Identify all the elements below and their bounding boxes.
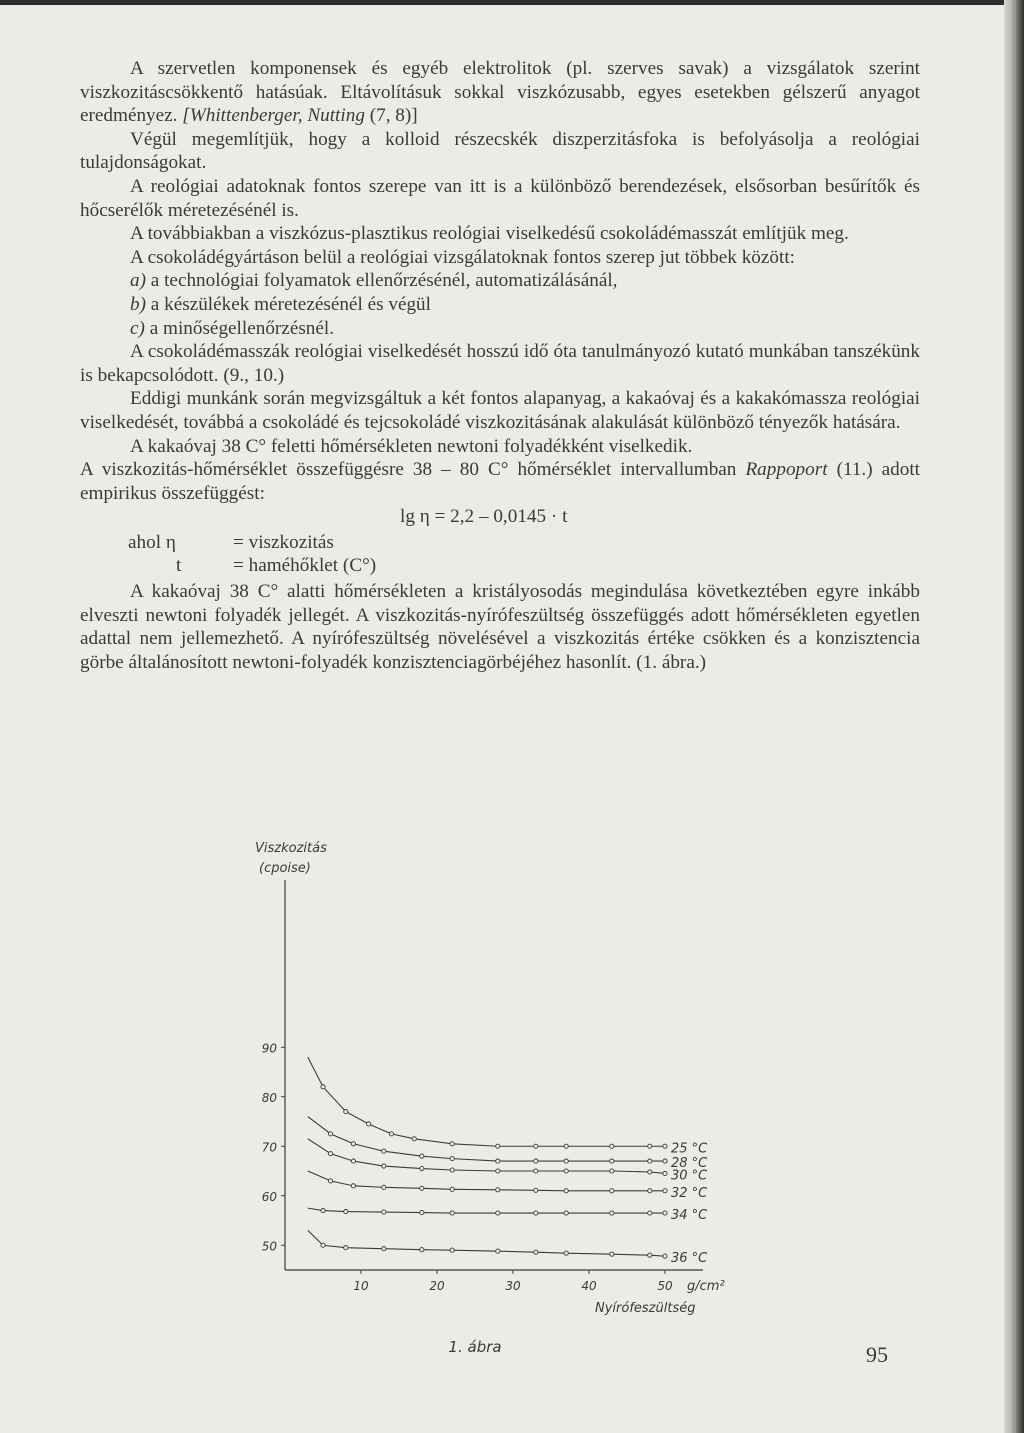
series-line (308, 1057, 665, 1146)
data-point (382, 1210, 386, 1214)
data-point (663, 1144, 667, 1148)
data-point (496, 1159, 500, 1163)
paragraph-text: A csokoládégyártáson belül a reológiai vizsgálatoknak fontos szerep jut többek között: (130, 246, 795, 268)
series-label: 30 °C (671, 1168, 708, 1184)
paragraph (80, 387, 920, 434)
list-item-text: a minőségellenőrzésnél. (149, 317, 335, 339)
series-label: 25 °C (671, 1141, 708, 1157)
data-point (450, 1248, 454, 1252)
y-tick-label: 50 (261, 1239, 277, 1254)
data-point (450, 1187, 454, 1191)
data-point (321, 1085, 325, 1089)
data-point (663, 1159, 667, 1163)
data-point (663, 1254, 667, 1258)
variable-definitions (80, 531, 920, 578)
y-tick-label: 60 (261, 1189, 277, 1204)
data-point (496, 1211, 500, 1215)
data-point (610, 1189, 614, 1193)
x-axis-unit: g/cm² (687, 1279, 725, 1294)
data-point (564, 1159, 568, 1163)
paragraph-text: A szervetlen komponensek és egyéb elektrolitok (pl. szerves savak) a vizsgálatok szerint viszkozitáscsökkentő hatásúak. Eltávolításuk sokkal viszkózusabb, egyes esetekben gélszerű anyagot eredményez. (80, 58, 920, 127)
list-item (80, 269, 920, 293)
paragraph-text: A reológiai adatoknak fontos szerepe van itt is a különböző berendezések, elsősorban besűrítők és hőcserélők méretezésénél is. (80, 175, 920, 221)
paragraph-text: A kakaóvaj 38 C° alatti hőmérsékleten a kristályosodás megindulása következtében egyre inkább elveszti newtoni folyadék jellegét. A viszkozitás-nyírófeszültség összefüggés adott hőmérsékleten egyetlen adattal nem jellemezhető. A nyírófeszültség növelésével a viszkozitás értéke csökken és a konzisztencia görbe általánosított newtoni-folyadék konzisztenciagörbéjéhez hasonlít. (1. ábra.) (80, 581, 920, 673)
variable-symbol: t (176, 555, 182, 577)
figure-caption: 1. ábra (448, 1338, 502, 1356)
series-label: 32 °C (671, 1185, 708, 1201)
x-tick-label: 40 (581, 1279, 597, 1293)
series-line (308, 1117, 665, 1162)
data-point (534, 1144, 538, 1148)
data-point (648, 1170, 652, 1174)
x-tick-label: 30 (505, 1279, 521, 1293)
y-tick-label: 90 (261, 1041, 277, 1056)
paragraph-text: (11.) adott empirikus összefüggést: (80, 459, 921, 504)
data-point (648, 1211, 652, 1215)
formula: lg η = 2,2 – 0,0145 · t (400, 506, 568, 528)
paragraph (80, 222, 920, 246)
x-tick-label: 10 (353, 1279, 369, 1293)
paragraph (80, 175, 920, 222)
page-number: 95 (866, 1342, 888, 1367)
x-tick-label: 50 (657, 1279, 673, 1293)
data-point (412, 1137, 416, 1141)
data-point (648, 1253, 652, 1257)
y-tick-label: 80 (261, 1090, 277, 1105)
data-point (534, 1211, 538, 1215)
data-point (329, 1179, 333, 1183)
paragraph (80, 246, 920, 270)
data-point (496, 1249, 500, 1253)
data-point (648, 1159, 652, 1163)
data-point (534, 1169, 538, 1173)
list-item (80, 293, 920, 317)
data-point (382, 1164, 386, 1168)
data-point (321, 1209, 325, 1213)
data-point (321, 1243, 325, 1247)
data-point (382, 1247, 386, 1251)
data-point (450, 1157, 454, 1161)
data-point (564, 1211, 568, 1215)
data-point (496, 1188, 500, 1192)
data-point (389, 1132, 393, 1136)
data-point (367, 1122, 371, 1126)
data-point (420, 1248, 424, 1252)
reference-number: (7, 8)] (369, 105, 418, 127)
data-point (329, 1152, 333, 1156)
body-text (80, 57, 920, 674)
paragraph (80, 128, 920, 175)
paragraph (80, 57, 920, 128)
scan-edge-top (0, 0, 1024, 5)
list-marker: c) (130, 317, 145, 339)
data-point (534, 1188, 538, 1192)
y-axis-unit: (cpoise) (259, 861, 311, 876)
data-point (450, 1142, 454, 1146)
data-point (648, 1189, 652, 1193)
data-point (564, 1189, 568, 1193)
data-point (382, 1149, 386, 1153)
data-point (534, 1250, 538, 1254)
paragraph-text: A viszkozitás-hőmérséklet összefüggésre 38 – 80 C° hőmérséklet intervallumban (80, 459, 737, 481)
list-marker: a) (130, 270, 146, 292)
data-point (610, 1159, 614, 1163)
data-point (344, 1246, 348, 1250)
data-point (564, 1169, 568, 1173)
data-point (496, 1144, 500, 1148)
reference: [Whittenberger, Nutting (182, 105, 365, 127)
variable-meaning: = haméhőklet (C°) (233, 555, 377, 577)
paragraph (80, 435, 920, 459)
figure-1 (245, 830, 785, 1356)
y-tick-label: 70 (261, 1140, 277, 1155)
data-point (344, 1209, 348, 1213)
scan-edge-line (1013, 0, 1016, 1433)
paragraph (80, 458, 920, 505)
series-line (308, 1171, 665, 1191)
y-axis-label: Viszkozitás (255, 841, 327, 856)
paragraph (80, 580, 920, 674)
data-point (351, 1142, 355, 1146)
paragraph-text: Eddigi munkánk során megvizsgáltuk a két fontos alapanyag, a kakaóvaj és a kakakómassza reológiai viselkedését, továbbá a csokoládé és tejcsokoládé viszkozitásának alakulását különböző tényezők hatására. (80, 388, 920, 433)
viscosity-chart (245, 830, 785, 1356)
series-label: 36 °C (671, 1251, 708, 1267)
data-point (329, 1132, 333, 1136)
list-item (80, 317, 920, 341)
data-point (420, 1166, 424, 1170)
paragraph-text: Végül megemlítjük, hogy a kolloid részecskék diszperzitásfoka is befolyásolja a reológiai tulajdonságokat. (80, 128, 920, 174)
data-point (610, 1144, 614, 1148)
x-tick-label: 20 (429, 1279, 445, 1293)
author-name: Rappoport (745, 459, 828, 481)
data-point (420, 1154, 424, 1158)
data-point (420, 1210, 424, 1214)
data-point (663, 1189, 667, 1193)
data-point (610, 1211, 614, 1215)
list-item-text: a technológiai folyamatok ellenőrzésénél, automatizálásánál, (150, 270, 618, 292)
x-axis-label: Nyírófeszültség (595, 1301, 696, 1316)
data-point (663, 1171, 667, 1175)
paragraph-text: A kakaóvaj 38 C° feletti hőmérsékleten newtoni folyadékként viselkedik. (130, 435, 693, 457)
data-point (534, 1159, 538, 1163)
paragraph (80, 340, 920, 387)
data-point (351, 1159, 355, 1163)
data-point (496, 1169, 500, 1173)
data-point (564, 1144, 568, 1148)
data-point (351, 1184, 355, 1188)
data-point (382, 1185, 386, 1189)
data-point (450, 1211, 454, 1215)
data-point (450, 1168, 454, 1172)
paragraph-text: A továbbiakban a viszkózus-plasztikus reológiai viselkedésű csokoládémasszát említjük meg. (130, 223, 849, 245)
data-point (663, 1211, 667, 1215)
paragraph-text: A csokoládémasszák reológiai viselkedését hosszú idő óta tanulmányozó kutató munkában tanszékünk is bekapcsolódott. (9., 10.) (80, 341, 920, 386)
list-item-text: a készülékek méretezésénél és végül (150, 293, 431, 315)
data-point (610, 1252, 614, 1256)
list-marker: b) (130, 293, 146, 315)
series-label: 28 °C (671, 1156, 708, 1172)
variable-meaning: = viszkozitás (233, 531, 334, 553)
data-point (648, 1144, 652, 1148)
series-label: 34 °C (671, 1208, 708, 1224)
data-point (344, 1110, 348, 1114)
data-point (610, 1169, 614, 1173)
data-point (420, 1186, 424, 1190)
data-point (564, 1251, 568, 1255)
variable-symbol: ahol η (128, 531, 176, 553)
